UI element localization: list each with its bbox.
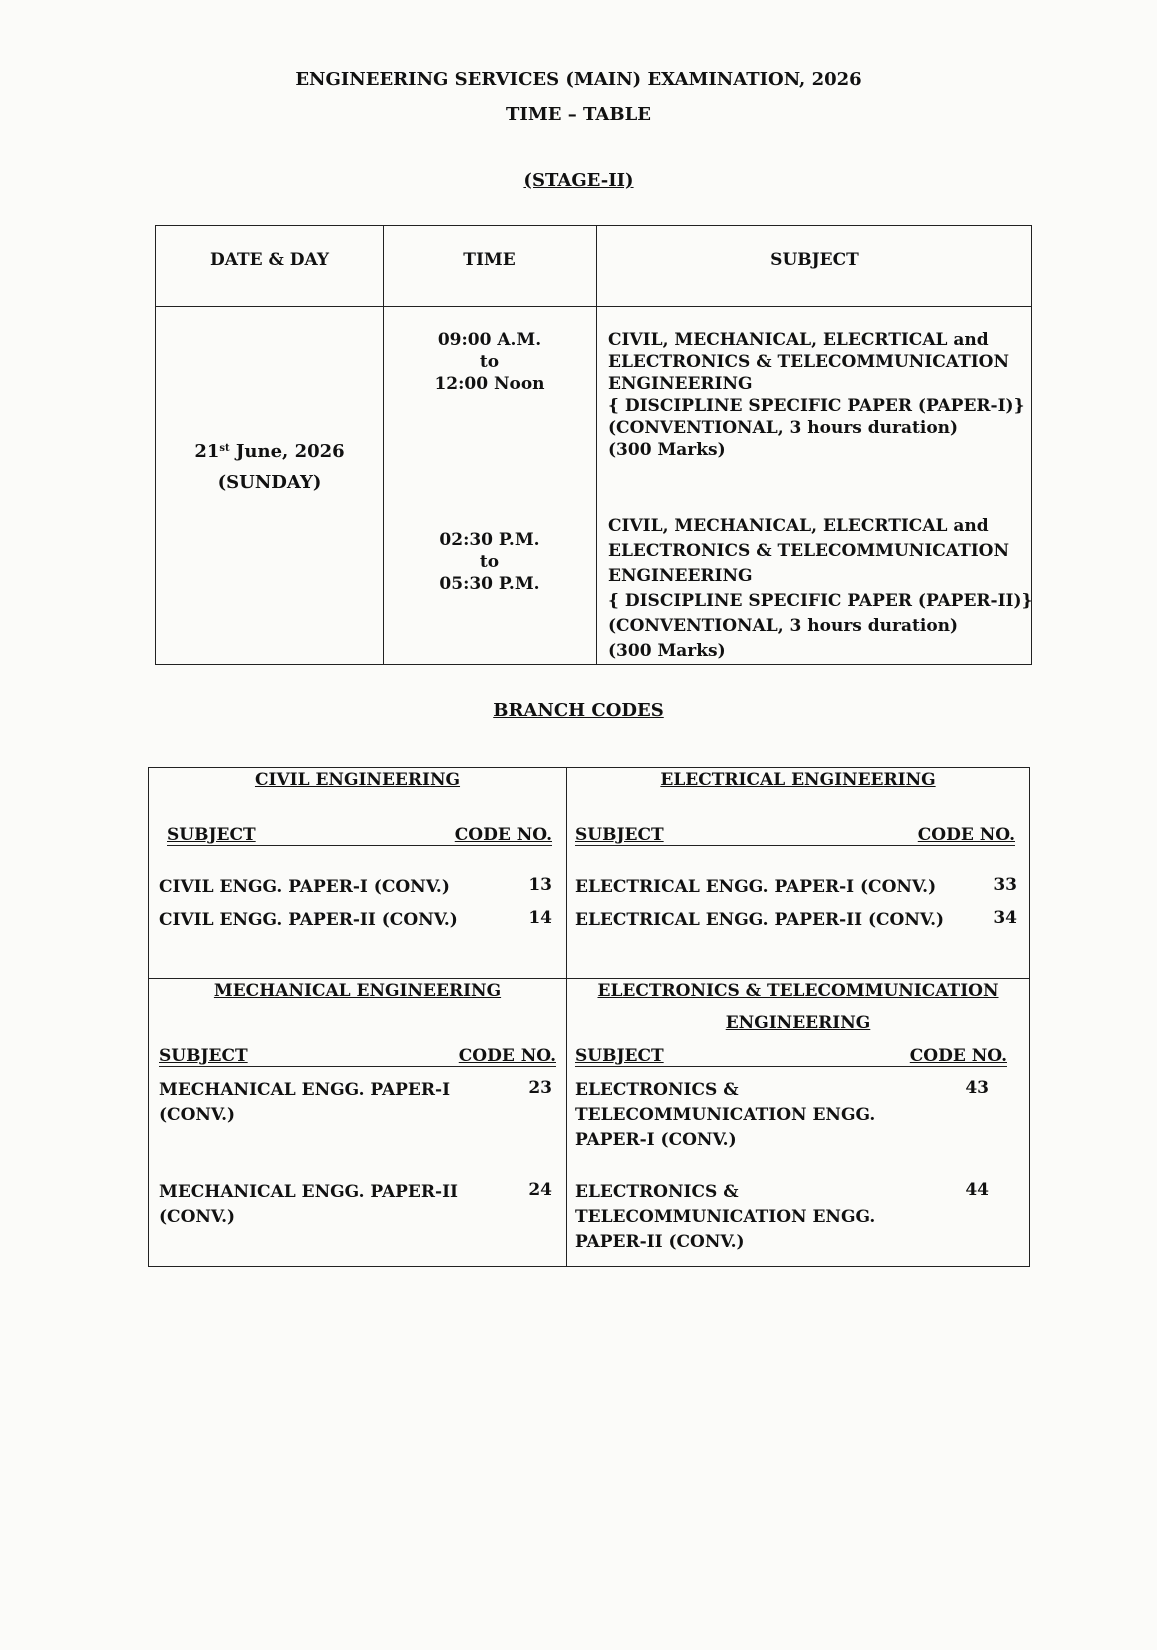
exam-date: 21st June, 2026 — [194, 441, 345, 462]
code-label: CODE NO. — [917, 825, 1015, 845]
exam-day: (SUNDAY) — [217, 472, 322, 493]
code-value: 14 — [528, 908, 552, 928]
column-divider — [383, 226, 384, 664]
exam-title: ENGINEERING SERVICES (MAIN) EXAMINATION, 2026 — [295, 69, 862, 90]
code-label: CODE NO. — [458, 1046, 556, 1066]
code-value: 13 — [528, 875, 552, 895]
time-table-heading: TIME – TABLE — [506, 104, 651, 125]
session-2-time: 02:30 P.M. to 05:30 P.M. — [439, 530, 540, 594]
session-2-subject: CIVIL, MECHANICAL, ELECRTICAL and ELECTRONICS & TELECOMMUNICATION ENGINEERING { DISCIPLINE SPECIFIC PAPER (PAPER-II)} (CONVENTIONAL, 3 hours duration) (300 Marks) — [608, 516, 1033, 661]
list-item: ELECTRICAL ENGG. PAPER-II (CONV.) — [575, 910, 945, 930]
time-table — [155, 225, 1032, 665]
subject-label: SUBJECT — [167, 825, 256, 845]
column-divider — [596, 226, 597, 664]
electronics-telecom-title-line1: ELECTRONICS & TELECOMMUNICATION — [597, 981, 999, 1001]
list-item: CIVIL ENGG. PAPER-II (CONV.) — [159, 910, 458, 930]
electronics-telecom-section — [567, 979, 1029, 1266]
column-header-date-day: DATE & DAY — [209, 250, 330, 270]
code-label: CODE NO. — [909, 1046, 1007, 1066]
branch-codes-heading: BRANCH CODES — [493, 700, 664, 721]
column-header-subject: SUBJECT — [770, 250, 859, 270]
electrical-subject-header — [575, 823, 1015, 846]
subject-label: SUBJECT — [159, 1046, 248, 1066]
list-item: ELECTRICAL ENGG. PAPER-I (CONV.) — [575, 877, 937, 897]
list-item: MECHANICAL ENGG. PAPER-I (CONV.) — [159, 1080, 451, 1125]
subject-label: SUBJECT — [575, 1046, 664, 1066]
list-item: ELECTRONICS & TELECOMMUNICATION ENGG. PAPER-I (CONV.) — [575, 1080, 876, 1150]
electronics-telecom-title-line2 — [567, 1013, 1029, 1033]
mechanical-engineering-title: MECHANICAL ENGINEERING — [213, 981, 502, 1001]
electronics-telecom-title-line2-text: ENGINEERING — [725, 1013, 871, 1033]
list-item: MECHANICAL ENGG. PAPER-II (CONV.) — [159, 1182, 458, 1227]
code-value: 24 — [528, 1180, 552, 1200]
code-value: 33 — [993, 875, 1017, 895]
electrical-engineering-title: ELECTRICAL ENGINEERING — [660, 770, 936, 790]
civil-engineering-section — [149, 768, 566, 978]
list-item: CIVIL ENGG. PAPER-I (CONV.) — [159, 877, 450, 897]
code-value: 23 — [528, 1078, 552, 1098]
session-1-subject: CIVIL, MECHANICAL, ELECRTICAL and ELECTRONICS & TELECOMMUNICATION ENGINEERING { DISCIPLINE SPECIFIC PAPER (PAPER-I)} (CONVENTIONAL, 3 hours duration) (300 Marks) — [608, 330, 1025, 460]
branch-codes-table — [148, 767, 1030, 1267]
code-value: 43 — [965, 1078, 989, 1098]
mechanical-subject-header — [159, 1044, 556, 1067]
code-label: CODE NO. — [454, 825, 552, 845]
electrical-engineering-section — [567, 768, 1029, 978]
mechanical-engineering-section — [149, 979, 566, 1266]
stage-heading: (STAGE-II) — [523, 170, 634, 191]
header-divider — [156, 306, 1031, 307]
subject-label: SUBJECT — [575, 825, 664, 845]
electronics-subject-header — [575, 1044, 1007, 1067]
code-value: 44 — [965, 1180, 989, 1200]
list-item: ELECTRONICS & TELECOMMUNICATION ENGG. PAPER-II (CONV.) — [575, 1182, 876, 1252]
code-value: 34 — [993, 908, 1017, 928]
column-header-time: TIME — [463, 250, 516, 270]
session-1-time: 09:00 A.M. to 12:00 Noon — [434, 330, 545, 394]
civil-subject-header — [167, 823, 552, 846]
civil-engineering-title: CIVIL ENGINEERING — [254, 770, 461, 790]
